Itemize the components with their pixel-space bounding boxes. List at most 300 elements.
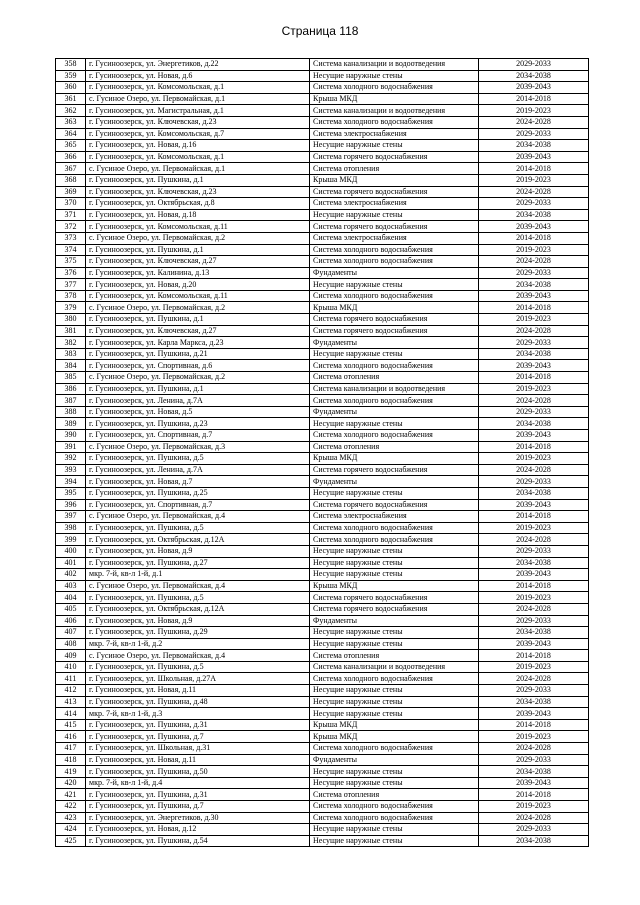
period-cell: 2024-2028 <box>479 464 589 476</box>
address-cell: г. Гусиноозерск, ул. Комсомольская, д.11 <box>86 221 310 233</box>
table-row <box>56 685 589 697</box>
row-number: 362 <box>56 105 86 117</box>
table-row <box>56 731 589 743</box>
row-number: 414 <box>56 708 86 720</box>
system-cell: Система холодного водоснабжения <box>310 522 479 534</box>
table-row <box>56 337 589 349</box>
row-number: 358 <box>56 59 86 71</box>
table-row <box>56 244 589 256</box>
table-row <box>56 499 589 511</box>
row-number: 381 <box>56 325 86 337</box>
system-cell: Система холодного водоснабжения <box>310 534 479 546</box>
period-cell: 2019-2023 <box>479 105 589 117</box>
period-cell: 2024-2028 <box>479 673 589 685</box>
table-row <box>56 418 589 430</box>
period-cell: 2029-2033 <box>479 337 589 349</box>
address-cell: г. Гусиноозерск, ул. Пушкина, д.1 <box>86 383 310 395</box>
address-cell: г. Гусиноозерск, ул. Пушкина, д.48 <box>86 696 310 708</box>
system-cell: Система отопления <box>310 789 479 801</box>
table-row <box>56 453 589 465</box>
row-number: 374 <box>56 244 86 256</box>
address-cell: г. Гусиноозерск, ул. Новая, д.9 <box>86 615 310 627</box>
address-cell: г. Гусиноозерск, ул. Калинина, д.13 <box>86 267 310 279</box>
row-number: 373 <box>56 232 86 244</box>
period-cell: 2019-2023 <box>479 244 589 256</box>
row-number: 424 <box>56 824 86 836</box>
row-number: 417 <box>56 743 86 755</box>
address-cell: г. Гусиноозерск, ул. Школьная, д.31 <box>86 743 310 755</box>
system-cell: Система горячего водоснабжения <box>310 151 479 163</box>
system-cell: Система горячего водоснабжения <box>310 603 479 615</box>
period-cell: 2024-2028 <box>479 325 589 337</box>
table-row <box>56 221 589 233</box>
address-cell: г. Гусиноозерск, ул. Пушкина, д.1 <box>86 244 310 256</box>
system-cell: Крыша МКД <box>310 580 479 592</box>
system-cell: Система горячего водоснабжения <box>310 592 479 604</box>
address-cell: с. Гусиное Озеро, ул. Первомайская, д.4 <box>86 650 310 662</box>
table-row <box>56 232 589 244</box>
address-cell: г. Гусиноозерск, ул. Новая, д.11 <box>86 754 310 766</box>
row-number: 378 <box>56 290 86 302</box>
table-row <box>56 650 589 662</box>
system-cell: Система канализации и водоотведения <box>310 661 479 673</box>
address-cell: г. Гусиноозерск, ул. Пушкина, д.5 <box>86 661 310 673</box>
row-number: 364 <box>56 128 86 140</box>
row-number: 395 <box>56 487 86 499</box>
period-cell: 2029-2033 <box>479 476 589 488</box>
period-cell: 2039-2043 <box>479 708 589 720</box>
period-cell: 2029-2033 <box>479 545 589 557</box>
system-cell: Система горячего водоснабжения <box>310 499 479 511</box>
period-cell: 2024-2028 <box>479 603 589 615</box>
table-row <box>56 267 589 279</box>
row-number: 423 <box>56 812 86 824</box>
row-number: 392 <box>56 453 86 465</box>
period-cell: 2034-2038 <box>479 766 589 778</box>
row-number: 409 <box>56 650 86 662</box>
address-cell: с. Гусиное Озеро, ул. Первомайская, д.1 <box>86 163 310 175</box>
row-number: 385 <box>56 372 86 384</box>
period-cell: 2014-2018 <box>479 511 589 523</box>
system-cell: Система холодного водоснабжения <box>310 430 479 442</box>
system-cell: Несущие наружные стены <box>310 835 479 847</box>
table-row <box>56 824 589 836</box>
table-row <box>56 754 589 766</box>
row-number: 365 <box>56 140 86 152</box>
period-cell: 2014-2018 <box>479 650 589 662</box>
table-row <box>56 198 589 210</box>
period-cell: 2029-2033 <box>479 59 589 71</box>
table-row <box>56 174 589 186</box>
row-number: 413 <box>56 696 86 708</box>
row-number: 398 <box>56 522 86 534</box>
system-cell: Несущие наружные стены <box>310 569 479 581</box>
period-cell: 2024-2028 <box>479 812 589 824</box>
period-cell: 2019-2023 <box>479 801 589 813</box>
row-number: 386 <box>56 383 86 395</box>
row-number: 369 <box>56 186 86 198</box>
row-number: 416 <box>56 731 86 743</box>
address-cell: г. Гусиноозерск, ул. Спортивная, д.6 <box>86 360 310 372</box>
page-title: Страница 118 <box>281 24 359 38</box>
row-number: 420 <box>56 777 86 789</box>
system-cell: Система холодного водоснабжения <box>310 812 479 824</box>
row-number: 359 <box>56 70 86 82</box>
table-row <box>56 696 589 708</box>
system-cell: Система отопления <box>310 441 479 453</box>
table-row <box>56 163 589 175</box>
table-row <box>56 487 589 499</box>
system-cell: Несущие наружные стены <box>310 545 479 557</box>
registry-table-body <box>56 59 589 847</box>
row-number: 408 <box>56 638 86 650</box>
table-row <box>56 325 589 337</box>
row-number: 422 <box>56 801 86 813</box>
table-row <box>56 186 589 198</box>
row-number: 411 <box>56 673 86 685</box>
period-cell: 2024-2028 <box>479 743 589 755</box>
table-row <box>56 464 589 476</box>
table-row <box>56 105 589 117</box>
period-cell: 2039-2043 <box>479 430 589 442</box>
row-number: 377 <box>56 279 86 291</box>
system-cell: Несущие наружные стены <box>310 70 479 82</box>
table-row <box>56 128 589 140</box>
row-number: 388 <box>56 406 86 418</box>
period-cell: 2034-2038 <box>479 835 589 847</box>
system-cell: Несущие наружные стены <box>310 766 479 778</box>
row-number: 389 <box>56 418 86 430</box>
system-cell: Система холодного водоснабжения <box>310 801 479 813</box>
table-row <box>56 348 589 360</box>
registry-table <box>55 58 589 847</box>
address-cell: г. Гусиноозерск, ул. Школьная, д.27А <box>86 673 310 685</box>
table-row <box>56 372 589 384</box>
period-cell: 2039-2043 <box>479 290 589 302</box>
address-cell: г. Гусиноозерск, ул. Пушкина, д.7 <box>86 731 310 743</box>
address-cell: г. Гусиноозерск, ул. Пушкина, д.23 <box>86 418 310 430</box>
address-cell: г. Гусиноозерск, ул. Пушкина, д.29 <box>86 627 310 639</box>
address-cell: г. Гусиноозерск, ул. Пушкина, д.27 <box>86 557 310 569</box>
period-cell: 2029-2033 <box>479 406 589 418</box>
row-number: 412 <box>56 685 86 697</box>
period-cell: 2024-2028 <box>479 186 589 198</box>
system-cell: Система электроснабжения <box>310 511 479 523</box>
row-number: 403 <box>56 580 86 592</box>
period-cell: 2019-2023 <box>479 383 589 395</box>
system-cell: Фундаменты <box>310 615 479 627</box>
table-row <box>56 82 589 94</box>
system-cell: Несущие наружные стены <box>310 708 479 720</box>
table-row <box>56 638 589 650</box>
address-cell: г. Гусиноозерск, ул. Комсомольская, д.1 <box>86 151 310 163</box>
period-cell: 2014-2018 <box>479 719 589 731</box>
address-cell: г. Гусиноозерск, ул. Ключевская, д.23 <box>86 186 310 198</box>
period-cell: 2034-2038 <box>479 627 589 639</box>
period-cell: 2034-2038 <box>479 348 589 360</box>
table-row <box>56 719 589 731</box>
row-number: 396 <box>56 499 86 511</box>
row-number: 372 <box>56 221 86 233</box>
row-number: 419 <box>56 766 86 778</box>
system-cell: Система электроснабжения <box>310 128 479 140</box>
period-cell: 2019-2023 <box>479 522 589 534</box>
address-cell: г. Гусиноозерск, ул. Спортивная, д.7 <box>86 430 310 442</box>
system-cell: Несущие наружные стены <box>310 696 479 708</box>
address-cell: г. Гусиноозерск, ул. Комсомольская, д.11 <box>86 290 310 302</box>
system-cell: Система холодного водоснабжения <box>310 82 479 94</box>
system-cell: Несущие наружные стены <box>310 348 479 360</box>
period-cell: 2034-2038 <box>479 279 589 291</box>
system-cell: Система горячего водоснабжения <box>310 464 479 476</box>
table-row <box>56 59 589 71</box>
row-number: 371 <box>56 209 86 221</box>
system-cell: Система электроснабжения <box>310 232 479 244</box>
address-cell: с. Гусиное Озеро, ул. Первомайская, д.2 <box>86 372 310 384</box>
table-row <box>56 70 589 82</box>
table-row <box>56 766 589 778</box>
period-cell: 2024-2028 <box>479 395 589 407</box>
table-row <box>56 673 589 685</box>
row-number: 368 <box>56 174 86 186</box>
address-cell: г. Гусиноозерск, ул. Магистральная, д.1 <box>86 105 310 117</box>
period-cell: 2039-2043 <box>479 221 589 233</box>
period-cell: 2034-2038 <box>479 70 589 82</box>
period-cell: 2034-2038 <box>479 487 589 499</box>
address-cell: г. Гусиноозерск, ул. Новая, д.16 <box>86 140 310 152</box>
address-cell: г. Гусиноозерск, ул. Энергетиков, д.30 <box>86 812 310 824</box>
table-row <box>56 708 589 720</box>
system-cell: Система холодного водоснабжения <box>310 256 479 268</box>
table-row <box>56 580 589 592</box>
system-cell: Система горячего водоснабжения <box>310 186 479 198</box>
period-cell: 2024-2028 <box>479 534 589 546</box>
system-cell: Крыша МКД <box>310 731 479 743</box>
system-cell: Система горячего водоснабжения <box>310 314 479 326</box>
table-row <box>56 93 589 105</box>
row-number: 376 <box>56 267 86 279</box>
table-row <box>56 116 589 128</box>
address-cell: г. Гусиноозерск, ул. Пушкина, д.7 <box>86 801 310 813</box>
period-cell: 2029-2033 <box>479 198 589 210</box>
row-number: 421 <box>56 789 86 801</box>
system-cell: Система горячего водоснабжения <box>310 325 479 337</box>
row-number: 391 <box>56 441 86 453</box>
address-cell: г. Гусиноозерск, ул. Новая, д.9 <box>86 545 310 557</box>
table-row <box>56 476 589 488</box>
period-cell: 2029-2033 <box>479 685 589 697</box>
address-cell: г. Гусиноозерск, ул. Новая, д.5 <box>86 406 310 418</box>
system-cell: Фундаменты <box>310 476 479 488</box>
table-row <box>56 140 589 152</box>
address-cell: мкр. 7-й, кв-л 1-й, д.2 <box>86 638 310 650</box>
period-cell: 2029-2033 <box>479 267 589 279</box>
table-row <box>56 835 589 847</box>
table-row <box>56 279 589 291</box>
address-cell: г. Гусиноозерск, ул. Ключевская, д.27 <box>86 256 310 268</box>
table-row <box>56 534 589 546</box>
period-cell: 2039-2043 <box>479 499 589 511</box>
period-cell: 2039-2043 <box>479 151 589 163</box>
table-row <box>56 441 589 453</box>
row-number: 370 <box>56 198 86 210</box>
period-cell: 2014-2018 <box>479 302 589 314</box>
system-cell: Несущие наружные стены <box>310 824 479 836</box>
period-cell: 2039-2043 <box>479 360 589 372</box>
system-cell: Система холодного водоснабжения <box>310 290 479 302</box>
system-cell: Крыша МКД <box>310 302 479 314</box>
period-cell: 2039-2043 <box>479 569 589 581</box>
period-cell: 2014-2018 <box>479 441 589 453</box>
address-cell: г. Гусиноозерск, ул. Пушкина, д.5 <box>86 522 310 534</box>
address-cell: г. Гусиноозерск, ул. Ключевская, д.23 <box>86 116 310 128</box>
address-cell: г. Гусиноозерск, ул. Пушкина, д.50 <box>86 766 310 778</box>
address-cell: г. Гусиноозерск, ул. Новая, д.20 <box>86 279 310 291</box>
address-cell: г. Гусиноозерск, ул. Карла Маркса, д.23 <box>86 337 310 349</box>
address-cell: г. Гусиноозерск, ул. Пушкина, д.54 <box>86 835 310 847</box>
address-cell: г. Гусиноозерск, ул. Новая, д.11 <box>86 685 310 697</box>
system-cell: Система канализации и водоотведения <box>310 105 479 117</box>
period-cell: 2024-2028 <box>479 116 589 128</box>
system-cell: Несущие наружные стены <box>310 557 479 569</box>
system-cell: Несущие наружные стены <box>310 627 479 639</box>
period-cell: 2019-2023 <box>479 731 589 743</box>
table-row <box>56 430 589 442</box>
table-row <box>56 569 589 581</box>
table-row <box>56 360 589 372</box>
row-number: 383 <box>56 348 86 360</box>
system-cell: Несущие наружные стены <box>310 487 479 499</box>
period-cell: 2034-2038 <box>479 696 589 708</box>
system-cell: Система отопления <box>310 650 479 662</box>
period-cell: 2019-2023 <box>479 174 589 186</box>
address-cell: г. Гусиноозерск, ул. Ленина, д.7А <box>86 395 310 407</box>
table-row <box>56 302 589 314</box>
address-cell: г. Гусиноозерск, ул. Пушкина, д.1 <box>86 314 310 326</box>
row-number: 404 <box>56 592 86 604</box>
table-row <box>56 615 589 627</box>
system-cell: Система холодного водоснабжения <box>310 244 479 256</box>
system-cell: Крыша МКД <box>310 174 479 186</box>
row-number: 397 <box>56 511 86 523</box>
system-cell: Несущие наружные стены <box>310 140 479 152</box>
row-number: 399 <box>56 534 86 546</box>
address-cell: г. Гусиноозерск, ул. Новая, д.7 <box>86 476 310 488</box>
system-cell: Фундаменты <box>310 754 479 766</box>
address-cell: г. Гусиноозерск, ул. Новая, д.6 <box>86 70 310 82</box>
system-cell: Система горячего водоснабжения <box>310 221 479 233</box>
row-number: 415 <box>56 719 86 731</box>
period-cell: 2039-2043 <box>479 82 589 94</box>
system-cell: Фундаменты <box>310 406 479 418</box>
row-number: 401 <box>56 557 86 569</box>
period-cell: 2019-2023 <box>479 592 589 604</box>
row-number: 405 <box>56 603 86 615</box>
row-number: 402 <box>56 569 86 581</box>
table-row <box>56 592 589 604</box>
row-number: 410 <box>56 661 86 673</box>
address-cell: г. Гусиноозерск, ул. Пушкина, д.5 <box>86 453 310 465</box>
system-cell: Несущие наружные стены <box>310 685 479 697</box>
table-row <box>56 406 589 418</box>
address-cell: г. Гусиноозерск, ул. Энергетиков, д.22 <box>86 59 310 71</box>
row-number: 382 <box>56 337 86 349</box>
row-number: 387 <box>56 395 86 407</box>
system-cell: Несущие наружные стены <box>310 777 479 789</box>
period-cell: 2034-2038 <box>479 209 589 221</box>
table-row <box>56 661 589 673</box>
period-cell: 2029-2033 <box>479 128 589 140</box>
table-row <box>56 603 589 615</box>
address-cell: с. Гусиное Озеро, ул. Первомайская, д.1 <box>86 93 310 105</box>
period-cell: 2029-2033 <box>479 754 589 766</box>
address-cell: г. Гусиноозерск, ул. Октябрьская, д.8 <box>86 198 310 210</box>
period-cell: 2034-2038 <box>479 557 589 569</box>
address-cell: г. Гусиноозерск, ул. Комсомольская, д.7 <box>86 128 310 140</box>
table-row <box>56 812 589 824</box>
row-number: 418 <box>56 754 86 766</box>
system-cell: Крыша МКД <box>310 453 479 465</box>
period-cell: 2039-2043 <box>479 638 589 650</box>
address-cell: с. Гусиное Озеро, ул. Первомайская, д.4 <box>86 511 310 523</box>
system-cell: Система отопления <box>310 372 479 384</box>
address-cell: мкр. 7-й, кв-л 1-й, д.1 <box>86 569 310 581</box>
system-cell: Крыша МКД <box>310 93 479 105</box>
system-cell: Несущие наружные стены <box>310 638 479 650</box>
system-cell: Фундаменты <box>310 267 479 279</box>
period-cell: 2039-2043 <box>479 777 589 789</box>
period-cell: 2014-2018 <box>479 372 589 384</box>
period-cell: 2029-2033 <box>479 824 589 836</box>
table-row <box>56 777 589 789</box>
address-cell: г. Гусиноозерск, ул. Ключевская, д.27 <box>86 325 310 337</box>
table-row <box>56 151 589 163</box>
row-number: 366 <box>56 151 86 163</box>
system-cell: Система холодного водоснабжения <box>310 673 479 685</box>
row-number: 406 <box>56 615 86 627</box>
row-number: 390 <box>56 430 86 442</box>
system-cell: Система холодного водоснабжения <box>310 743 479 755</box>
address-cell: мкр. 7-й, кв-л 1-й, д.3 <box>86 708 310 720</box>
address-cell: г. Гусиноозерск, ул. Пушкина, д.31 <box>86 789 310 801</box>
address-cell: с. Гусиное Озеро, ул. Первомайская, д.4 <box>86 580 310 592</box>
table-row <box>56 290 589 302</box>
address-cell: г. Гусиноозерск, ул. Ленина, д.7А <box>86 464 310 476</box>
system-cell: Крыша МКД <box>310 719 479 731</box>
address-cell: г. Гусиноозерск, ул. Октябрьская, д.12А <box>86 603 310 615</box>
address-cell: г. Гусиноозерск, ул. Пушкина, д.31 <box>86 719 310 731</box>
address-cell: с. Гусиное Озеро, ул. Первомайская, д.2 <box>86 302 310 314</box>
table-row <box>56 789 589 801</box>
table-row <box>56 209 589 221</box>
row-number: 360 <box>56 82 86 94</box>
period-cell: 2014-2018 <box>479 232 589 244</box>
table-row <box>56 522 589 534</box>
table-row <box>56 545 589 557</box>
address-cell: с. Гусиное Озеро, ул. Первомайская, д.3 <box>86 441 310 453</box>
table-row <box>56 801 589 813</box>
period-cell: 2019-2023 <box>479 661 589 673</box>
address-cell: г. Гусиноозерск, ул. Пушкина, д.21 <box>86 348 310 360</box>
period-cell: 2034-2038 <box>479 418 589 430</box>
table-row <box>56 395 589 407</box>
system-cell: Фундаменты <box>310 337 479 349</box>
row-number: 407 <box>56 627 86 639</box>
system-cell: Несущие наружные стены <box>310 279 479 291</box>
address-cell: г. Гусиноозерск, ул. Комсомольская, д.1 <box>86 82 310 94</box>
row-number: 380 <box>56 314 86 326</box>
period-cell: 2019-2023 <box>479 314 589 326</box>
